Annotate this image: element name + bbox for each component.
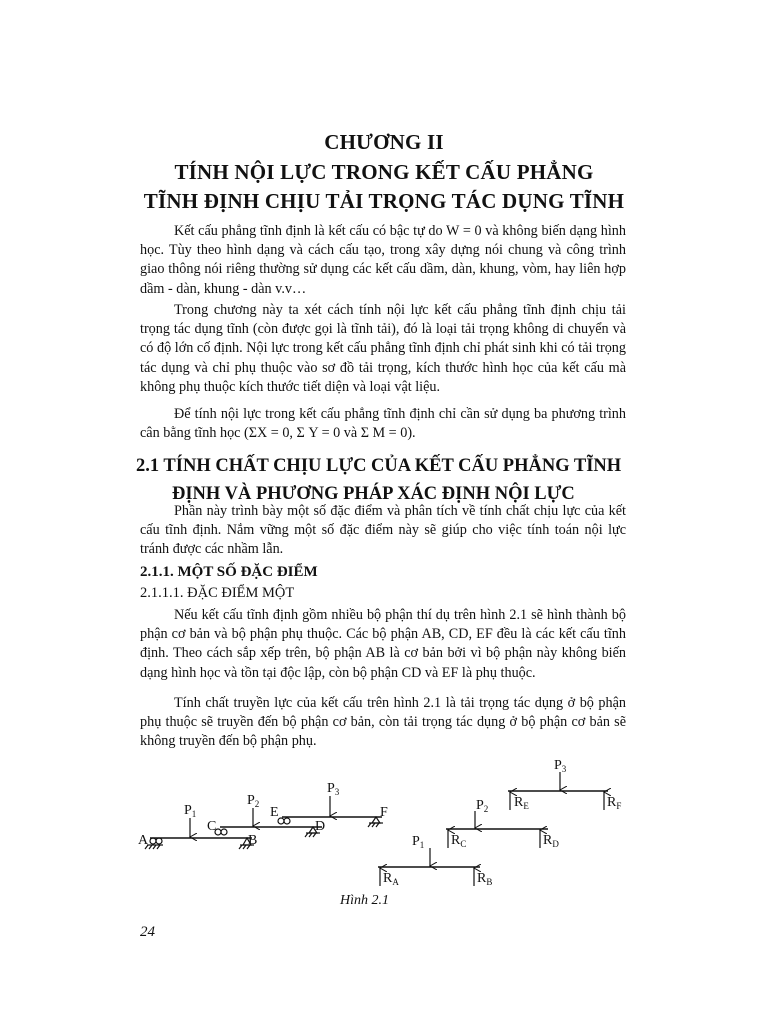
label-b: B: [248, 833, 258, 848]
section-heading-line-1: 2.1 TÍNH CHẤT CHỊU LỰC CỦA KẾT CẤU PHẲNG TĨNH: [136, 456, 622, 476]
intro-paragraph-3: Để tính nội lực trong kết cấu phẳng tĩnh định chỉ cần sử dụng ba phương trình cân bằng tĩnh học (ΣX = 0, Σ Y = 0 và Σ M = 0).: [140, 406, 626, 442]
subsection-heading: 2.1.1. MỘT SỐ ĐẶC ĐIỂM: [140, 564, 318, 580]
left-structure: [145, 796, 383, 849]
label-p3: $P_3$: [327, 781, 340, 797]
section-heading-line-2: ĐỊNH VÀ PHƯƠNG PHÁP XÁC ĐỊNH NỘI LỰC: [172, 484, 575, 504]
intro-paragraph-1: Kết cấu phẳng tĩnh định là kết cấu có bậc tự do W = 0 và không biến dạng hình học. Tùy theo hình dạng và cách cấu tạo, trong xây dựng nói chung và công trình giao thông nói riêng thường sử dụng các kết cấu dầm, dàn, khung, vòm, hay liên hợp dầm - dàn, khung - dàn v.v…: [140, 223, 626, 297]
section-paragraph-1: Phần này trình bày một số đặc điểm và phân tích về tính chất chịu lực của kết cấu tĩnh định. Nắm vững một số đặc điểm này sẽ giúp cho việc tính toán nội lực tránh được các nhầm lẫn.: [140, 503, 626, 558]
intro-paragraph-2: Trong chương này ta xét cách tính nội lực kết cấu phẳng tĩnh định chịu tải trọng tác dụng tĩnh (còn được gọi là tĩnh tải), đó là loại tải trọng không di chuyển và có độ lớn cố định. Nội lực trong kết cấu phẳng tĩnh định chỉ phát sinh khi có tải trọng tác dụng và chỉ phụ thuộc vào sơ đồ tải trọng, kích thước hình học của kết cấu mà không phụ thuộc kích thước tiết diện và loại vật liệu.: [140, 302, 626, 395]
label-right-p3: $P_3$: [554, 758, 567, 774]
chapter-title-line-1: TÍNH NỘI LỰC TRONG KẾT CẤU PHẲNG: [174, 160, 594, 184]
structure-diagram: [130, 752, 630, 892]
subsubsection-heading: 2.1.1.1. ĐẶC ĐIỂM MỘT: [140, 585, 295, 601]
label-right-p1: $P_1$: [412, 834, 425, 850]
chapter-title-line-2: TĨNH ĐỊNH CHỊU TẢI TRỌNG TÁC DỤNG TĨNH: [143, 189, 625, 213]
label-c: C: [207, 819, 217, 834]
label-a: A: [138, 833, 149, 848]
page-number: 24: [140, 924, 155, 940]
label-rb: $R_B$: [477, 871, 493, 887]
subsection-paragraph-2: Tính chất truyền lực của kết cấu trên hình 2.1 là tải trọng tác dụng ở bộ phận phụ thuộc sẽ truyền đến bộ phận cơ bản, còn tải trọng tác dụng ở bộ phận cơ bản sẽ không truyền đến bộ phận phụ.: [140, 695, 626, 750]
subsection-paragraph-1: Nếu kết cấu tĩnh định gồm nhiều bộ phận thí dụ trên hình 2.1 sẽ hình thành bộ phận cơ bản và bộ phận phụ thuộc. Các bộ phận AB, CD, EF đều là các kết cấu tĩnh định. Theo cách sắp xếp trên, bộ phận AB là cơ bản bởi vì bộ phận này không biến dạng hình học và tồn tại độc lập, còn bộ phận CD và EF là phụ thuộc.: [140, 607, 626, 681]
label-right-p2: $P_2$: [476, 798, 489, 814]
figure-caption: Hình 2.1: [340, 893, 389, 908]
chapter-number: CHƯƠNG II: [324, 130, 444, 154]
label-f: F: [380, 805, 388, 820]
label-rc: $R_C$: [451, 833, 467, 849]
label-rd: $R_D$: [543, 833, 559, 849]
support-c: [215, 829, 227, 835]
support-e: [278, 818, 290, 824]
label-ra: $R_A$: [383, 871, 399, 887]
label-d: D: [315, 819, 326, 834]
label-p2: $P_2$: [247, 793, 260, 809]
label-p1: $P_1$: [184, 803, 197, 819]
label-rf: $R_F$: [607, 795, 622, 811]
label-e: E: [270, 805, 279, 820]
label-re: $R_E$: [514, 795, 529, 811]
right-structure: [378, 772, 608, 886]
